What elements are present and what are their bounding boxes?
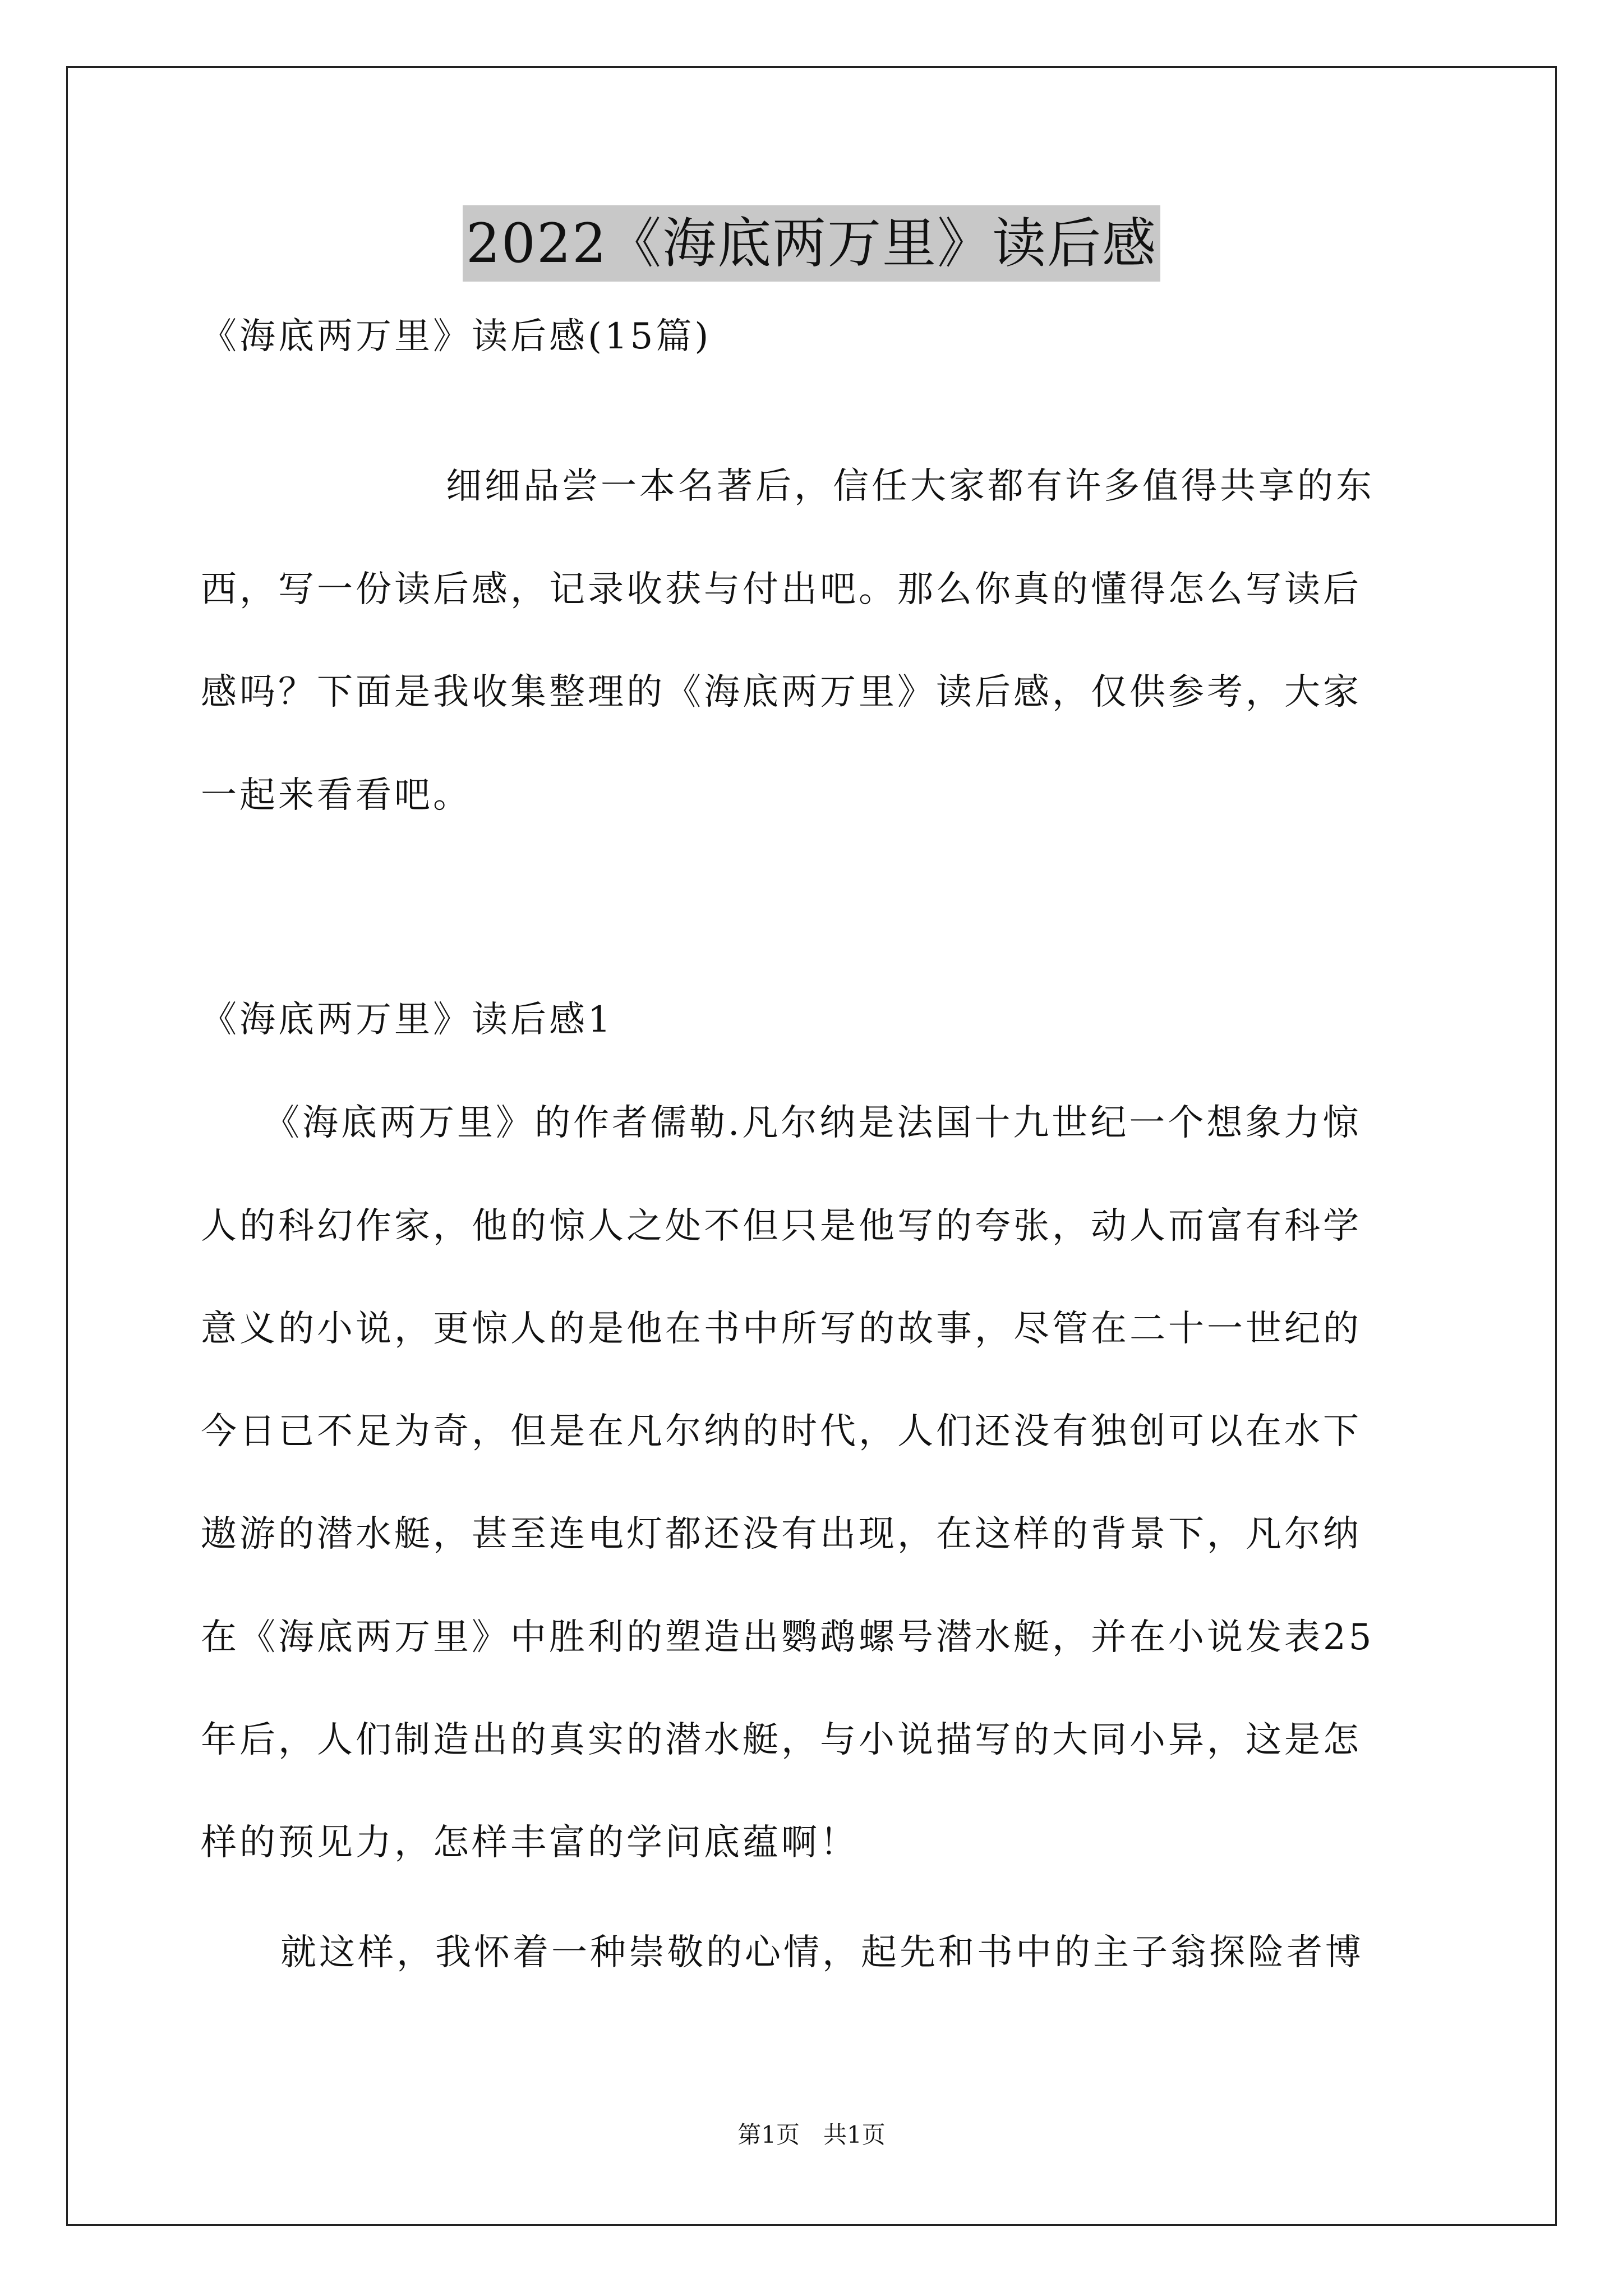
body-line-9: 就这样，我怀着一种崇敬的心情，起先和书中的主子翁探险者博 (280, 1932, 1364, 1973)
intro-line-2: 西，写一份读后感，记录收获与付出吧。那么你真的懂得怎么写读后 (201, 569, 1362, 610)
page-footer: 第1页 共1页 (737, 2121, 886, 2148)
body-line-3: 意义的小说，更惊人的是他在书中所写的故事，尽管在二十一世纪的 (201, 1308, 1362, 1350)
body-line-7: 年后，人们制造出的真实的潜水艇，与小说描写的大同小异，这是怎 (201, 1719, 1362, 1761)
body-line-1: 《海底两万里》的作者儒勒.凡尔纳是法国十九世纪一个想象力惊 (264, 1102, 1362, 1144)
document-title: 2022《海底两万里》读后感 (463, 205, 1160, 282)
title-container (0, 205, 1623, 282)
intro-line-1: 细细品尝一本名著后，信任大家都有许多值得共享的东 (446, 466, 1375, 507)
intro-line-3: 感吗？下面是我收集整理的《海底两万里》读后感，仅供参考，大家 (201, 671, 1362, 713)
document-subtitle: 《海底两万里》读后感(15篇) (201, 316, 712, 357)
body-line-5: 遨游的潜水艇，甚至连电灯都还没有出现，在这样的背景下，凡尔纳 (201, 1513, 1362, 1555)
body-line-2: 人的科幻作家，他的惊人之处不但只是他写的夸张，动人而富有科学 (201, 1205, 1362, 1247)
body-line-4: 今日已不足为奇，但是在凡尔纳的时代，人们还没有独创可以在水下 (201, 1411, 1362, 1452)
body-line-6: 在《海底两万里》中胜利的塑造出鹦鹉螺号潜水艇，并在小说发表25 (201, 1617, 1375, 1658)
section-heading: 《海底两万里》读后感1 (201, 999, 614, 1041)
intro-line-4: 一起来看看吧。 (201, 775, 472, 816)
body-line-8: 样的预见力，怎样丰富的学问底蕴啊！ (201, 1822, 859, 1864)
